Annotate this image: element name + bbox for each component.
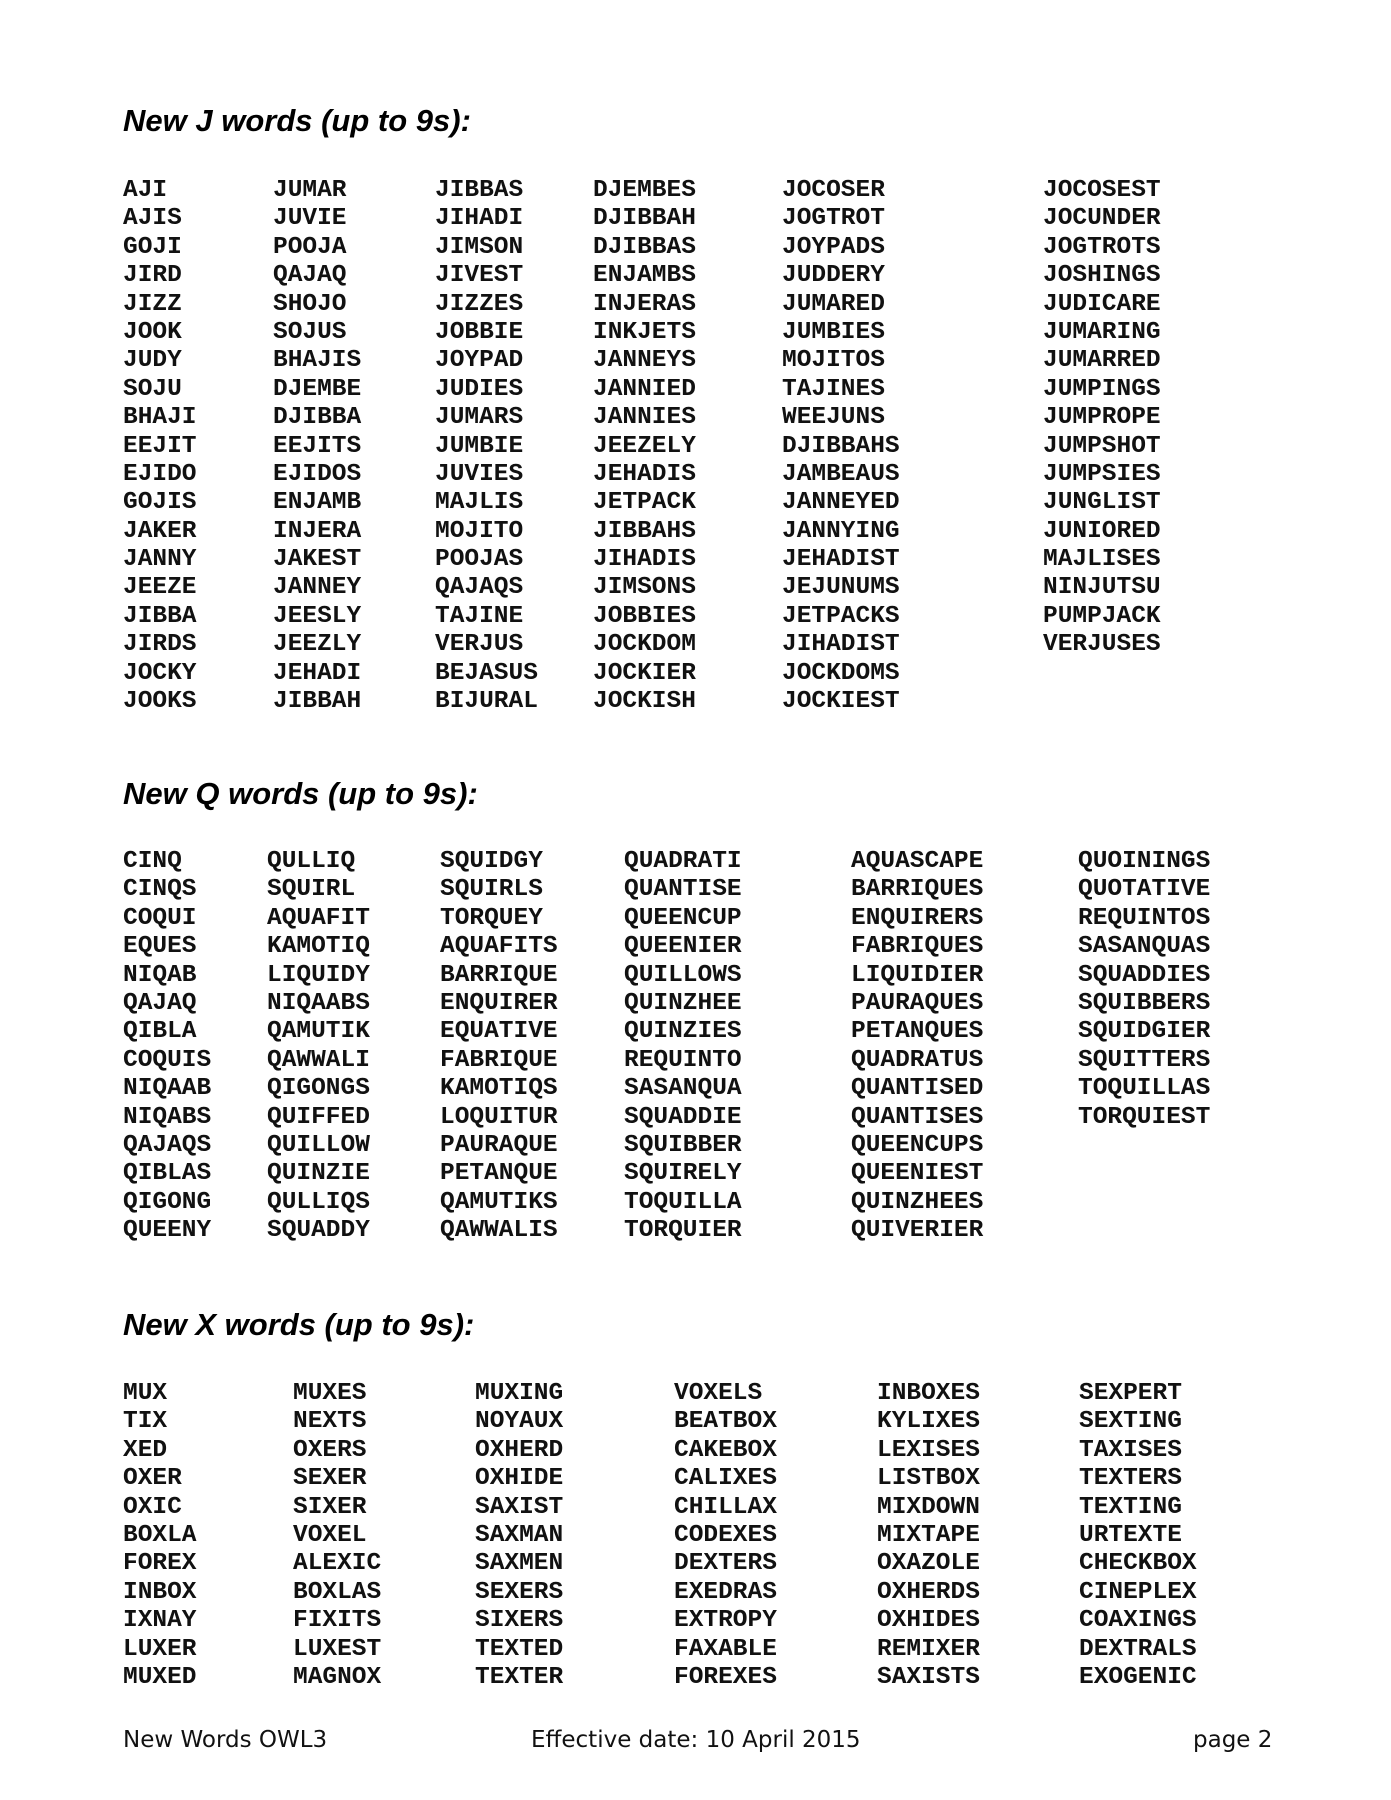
word-item: OXHERDS <box>877 1578 980 1606</box>
word-item: REMIXER <box>877 1635 980 1663</box>
word-item: CINQ <box>123 848 182 875</box>
word-item: FIXITS <box>293 1607 382 1635</box>
word-item: OXHIDES <box>877 1607 980 1635</box>
word-item: AJI <box>123 177 168 204</box>
word-column <box>123 848 211 1245</box>
word-item: POOJAS <box>435 546 524 574</box>
word-item: SQUIBBER <box>624 1131 742 1159</box>
word-item: TORQUIEST <box>1078 1103 1211 1131</box>
word-item: TIX <box>123 1408 168 1436</box>
word-column <box>1078 848 1210 1132</box>
word-item: SQUITTERS <box>1078 1046 1211 1074</box>
word-item: NOYAUX <box>475 1408 564 1436</box>
word-item: JAKER <box>123 517 197 545</box>
word-item: LEXISES <box>877 1436 980 1464</box>
word-item: TORQUIER <box>624 1217 742 1245</box>
word-item: SQUIRELY <box>624 1160 742 1188</box>
word-item: SEXTING <box>1079 1408 1182 1436</box>
word-item: TOQUILLAS <box>1078 1075 1211 1103</box>
word-column <box>851 848 983 1245</box>
word-item: INBOX <box>123 1578 197 1606</box>
word-item: QAJAQ <box>273 262 347 290</box>
word-item: JOBBIES <box>593 602 696 630</box>
word-item: JOOKS <box>123 688 197 716</box>
word-item: VOXEL <box>293 1521 367 1549</box>
word-item: SIXERS <box>475 1607 564 1635</box>
word-item: MIXDOWN <box>877 1493 980 1521</box>
word-item: JUMPROPE <box>1043 404 1161 432</box>
word-item: JIVEST <box>435 262 524 290</box>
word-item: DEXTERS <box>674 1550 777 1578</box>
word-item: NINJUTSU <box>1043 574 1161 602</box>
word-item: JIBBAHS <box>593 517 696 545</box>
word-item: JIBBA <box>123 602 197 630</box>
word-item: BIJURAL <box>435 688 538 716</box>
word-item: SEXPERT <box>1079 1380 1182 1407</box>
word-item: QUEENIER <box>624 933 742 961</box>
word-item: CHECKBOX <box>1079 1550 1197 1578</box>
word-item: JOGTROTS <box>1043 233 1161 261</box>
word-column <box>593 177 696 716</box>
word-item: JUMBIE <box>435 432 524 460</box>
word-item: FAXABLE <box>674 1635 777 1663</box>
word-item: COAXINGS <box>1079 1607 1197 1635</box>
word-item: JOCKIER <box>593 659 696 687</box>
word-column <box>440 848 558 1245</box>
word-item: QAWWALIS <box>440 1217 558 1245</box>
word-item: JOSHINGS <box>1043 262 1161 290</box>
word-item: BARRIQUE <box>440 961 558 989</box>
word-item: TAXISES <box>1079 1436 1182 1464</box>
word-item: QUINZIES <box>624 1018 742 1046</box>
word-item: DJEMBE <box>273 375 362 403</box>
word-item: SQUIDGY <box>440 848 543 875</box>
word-item: JIZZES <box>435 290 524 318</box>
word-item: QAJAQ <box>123 989 197 1017</box>
word-item: JETPACK <box>593 489 696 517</box>
word-item: OXERS <box>293 1436 367 1464</box>
word-item: JUMBIES <box>782 318 885 346</box>
word-item: QUINZHEE <box>624 989 742 1017</box>
word-item: JEEZELY <box>593 432 696 460</box>
word-item: QAMUTIK <box>267 1018 370 1046</box>
word-item: JANNEY <box>273 574 362 602</box>
word-item: XED <box>123 1436 168 1464</box>
word-item: JUDY <box>123 347 182 375</box>
word-item: QULLIQ <box>267 848 356 875</box>
word-item: KAMOTIQ <box>267 933 370 961</box>
word-item: QAWWALI <box>267 1046 370 1074</box>
word-item: INBOXES <box>877 1380 980 1407</box>
word-item: JIHADIS <box>593 546 696 574</box>
word-item: SQUADDY <box>267 1217 370 1245</box>
word-item: SQUIRL <box>267 876 356 904</box>
word-item: PETANQUES <box>851 1018 984 1046</box>
word-item: BHAJIS <box>273 347 362 375</box>
word-item: EJIDO <box>123 460 197 488</box>
word-item: JANNIES <box>593 404 696 432</box>
word-item: NIQABS <box>123 1103 212 1131</box>
word-item: GOJI <box>123 233 182 261</box>
word-item: JUMARING <box>1043 318 1161 346</box>
word-item: SASANQUA <box>624 1075 742 1103</box>
word-item: AQUAFIT <box>267 904 370 932</box>
word-item: JOBBIE <box>435 318 524 346</box>
word-item: FABRIQUE <box>440 1046 558 1074</box>
word-item: FABRIQUES <box>851 933 984 961</box>
word-item: CINEPLEX <box>1079 1578 1197 1606</box>
word-item: JANNIED <box>593 375 696 403</box>
word-item: QIGONG <box>123 1188 212 1216</box>
word-item: TEXTERS <box>1079 1465 1182 1493</box>
word-item: MIXTAPE <box>877 1521 980 1549</box>
word-item: EEJITS <box>273 432 362 460</box>
word-item: QIBLAS <box>123 1160 212 1188</box>
word-item: QULLIQS <box>267 1188 370 1216</box>
word-item: ENQUIRER <box>440 989 558 1017</box>
word-item: VOXELS <box>674 1380 763 1407</box>
word-item: QUEENCUPS <box>851 1131 984 1159</box>
word-column <box>1043 177 1161 660</box>
section-heading-x: New X words (up to 9s): <box>123 1307 475 1342</box>
word-item: REQUINTO <box>624 1046 742 1074</box>
word-item: JIBBAH <box>273 688 362 716</box>
word-item: MUXING <box>475 1380 564 1407</box>
word-item: SAXMAN <box>475 1521 564 1549</box>
word-item: JUNIORED <box>1043 517 1161 545</box>
word-item: JEESLY <box>273 602 362 630</box>
word-item: QAJAQS <box>435 574 524 602</box>
word-item: JETPACKS <box>782 602 900 630</box>
word-item: QUANTISED <box>851 1075 984 1103</box>
word-item: SAXIST <box>475 1493 564 1521</box>
word-item: CALIXES <box>674 1465 777 1493</box>
word-item: JUMARRED <box>1043 347 1161 375</box>
word-item: QIBLA <box>123 1018 197 1046</box>
word-item: JOCOSER <box>782 177 885 204</box>
word-item: JAKEST <box>273 546 362 574</box>
word-item: INJERAS <box>593 290 696 318</box>
word-item: JEHADI <box>273 659 362 687</box>
word-item: AQUAFITS <box>440 933 558 961</box>
word-item: QUIVERIER <box>851 1217 984 1245</box>
word-item: LIQUIDIER <box>851 961 984 989</box>
word-item: JOCUNDER <box>1043 205 1161 233</box>
word-item: PAURAQUES <box>851 989 984 1017</box>
word-item: CODEXES <box>674 1521 777 1549</box>
word-column <box>273 177 361 716</box>
word-item: JUMARS <box>435 404 524 432</box>
word-item: OXHIDE <box>475 1465 564 1493</box>
word-item: INJERA <box>273 517 362 545</box>
word-item: DJIBBAS <box>593 233 696 261</box>
word-item: JIHADI <box>435 205 524 233</box>
word-item: WEEJUNS <box>782 404 885 432</box>
word-item: COQUI <box>123 904 197 932</box>
word-column <box>1079 1380 1197 1692</box>
word-item: QUEENIEST <box>851 1160 984 1188</box>
word-item: ENJAMBS <box>593 262 696 290</box>
word-item: DJEMBES <box>593 177 696 204</box>
word-item: QUINZHEES <box>851 1188 984 1216</box>
word-item: QUANTISES <box>851 1103 984 1131</box>
word-item: QUOININGS <box>1078 848 1211 875</box>
word-item: TAJINES <box>782 375 885 403</box>
word-item: QIGONGS <box>267 1075 370 1103</box>
word-item: FOREXES <box>674 1663 777 1691</box>
word-item: MUXES <box>293 1380 367 1407</box>
word-column <box>674 1380 777 1692</box>
word-item: JUMPINGS <box>1043 375 1161 403</box>
word-item: JOYPADS <box>782 233 885 261</box>
word-item: JOCKIEST <box>782 688 900 716</box>
word-item: JOYPAD <box>435 347 524 375</box>
word-item: JIBBAS <box>435 177 524 204</box>
word-item: JUDDERY <box>782 262 885 290</box>
word-item: JOOK <box>123 318 182 346</box>
word-item: SQUADDIES <box>1078 961 1211 989</box>
word-item: JANNEYS <box>593 347 696 375</box>
word-item: QUINZIE <box>267 1160 370 1188</box>
word-item: EQUATIVE <box>440 1018 558 1046</box>
word-column <box>475 1380 563 1692</box>
word-item: CINQS <box>123 876 197 904</box>
word-item: ENJAMB <box>273 489 362 517</box>
word-item: BOXLAS <box>293 1578 382 1606</box>
word-item: LIQUIDY <box>267 961 370 989</box>
word-item: SQUADDIE <box>624 1103 742 1131</box>
word-item: LUXER <box>123 1635 197 1663</box>
word-item: NEXTS <box>293 1408 367 1436</box>
word-item: JUNGLIST <box>1043 489 1161 517</box>
word-item: JANNEYED <box>782 489 900 517</box>
word-item: FOREX <box>123 1550 197 1578</box>
word-item: TEXTER <box>475 1663 564 1691</box>
word-item: OXAZOLE <box>877 1550 980 1578</box>
word-item: VERJUS <box>435 631 524 659</box>
word-column <box>293 1380 381 1692</box>
word-item: JUDICARE <box>1043 290 1161 318</box>
word-item: QUADRATUS <box>851 1046 984 1074</box>
word-item: JOCKISH <box>593 688 696 716</box>
word-item: MAJLISES <box>1043 546 1161 574</box>
word-item: KYLIXES <box>877 1408 980 1436</box>
word-item: NIQAB <box>123 961 197 989</box>
word-item: PETANQUE <box>440 1160 558 1188</box>
word-item: CAKEBOX <box>674 1436 777 1464</box>
word-item: BEATBOX <box>674 1408 777 1436</box>
word-item: JIMSON <box>435 233 524 261</box>
word-item: TAJINE <box>435 602 524 630</box>
word-item: TEXTING <box>1079 1493 1182 1521</box>
word-item: INKJETS <box>593 318 696 346</box>
word-item: SEXER <box>293 1465 367 1493</box>
word-item: SAXISTS <box>877 1663 980 1691</box>
word-item: JUMARED <box>782 290 885 318</box>
word-item: SOJUS <box>273 318 347 346</box>
word-item: QUANTISE <box>624 876 742 904</box>
word-item: JAMBEAUS <box>782 460 900 488</box>
word-item: KAMOTIQS <box>440 1075 558 1103</box>
word-item: JUVIE <box>273 205 347 233</box>
word-item: TOQUILLA <box>624 1188 742 1216</box>
word-item: MAGNOX <box>293 1663 382 1691</box>
word-column <box>782 177 900 716</box>
word-item: JOCOSEST <box>1043 177 1161 204</box>
word-item: JUMPSHOT <box>1043 432 1161 460</box>
word-item: REQUINTOS <box>1078 904 1211 932</box>
word-item: AQUASCAPE <box>851 848 984 875</box>
word-item: EXOGENIC <box>1079 1663 1197 1691</box>
word-item: LISTBOX <box>877 1465 980 1493</box>
word-item: SQUIRLS <box>440 876 543 904</box>
word-item: OXHERD <box>475 1436 564 1464</box>
word-item: JANNYING <box>782 517 900 545</box>
word-item: AJIS <box>123 205 182 233</box>
word-item: JIZZ <box>123 290 182 318</box>
word-item: OXER <box>123 1465 182 1493</box>
word-item: QUILLOW <box>267 1131 370 1159</box>
word-item: JEEZE <box>123 574 197 602</box>
word-item: JUDIES <box>435 375 524 403</box>
word-item: TORQUEY <box>440 904 543 932</box>
word-item: QUILLOWS <box>624 961 742 989</box>
word-item: SQUIDGIER <box>1078 1018 1211 1046</box>
word-item: JANNY <box>123 546 197 574</box>
word-item: CHILLAX <box>674 1493 777 1521</box>
section-heading-q: New Q words (up to 9s): <box>123 776 478 811</box>
word-item: GOJIS <box>123 489 197 517</box>
footer-document-name: New Words OWL3 <box>123 1727 328 1753</box>
word-column <box>877 1380 980 1692</box>
word-column <box>624 848 742 1245</box>
word-item: EEJIT <box>123 432 197 460</box>
word-item: BOXLA <box>123 1521 197 1549</box>
word-item: EJIDOS <box>273 460 362 488</box>
word-item: ALEXIC <box>293 1550 382 1578</box>
word-item: QUEENCUP <box>624 904 742 932</box>
word-item: JEEZLY <box>273 631 362 659</box>
word-item: JOGTROT <box>782 205 885 233</box>
word-item: BARRIQUES <box>851 876 984 904</box>
word-item: SHOJO <box>273 290 347 318</box>
word-item: JIMSONS <box>593 574 696 602</box>
word-column <box>123 1380 197 1692</box>
word-column <box>267 848 370 1245</box>
word-item: MUX <box>123 1380 168 1407</box>
word-item: DEXTRALS <box>1079 1635 1197 1663</box>
word-item: JOCKDOM <box>593 631 696 659</box>
word-item: SEXERS <box>475 1578 564 1606</box>
word-item: SOJU <box>123 375 182 403</box>
word-item: JIRDS <box>123 631 197 659</box>
word-item: VERJUSES <box>1043 631 1161 659</box>
word-item: IXNAY <box>123 1607 197 1635</box>
word-item: EQUES <box>123 933 197 961</box>
word-item: DJIBBAHS <box>782 432 900 460</box>
word-item: QAJAQS <box>123 1131 212 1159</box>
word-item: MAJLIS <box>435 489 524 517</box>
word-item: BEJASUS <box>435 659 538 687</box>
word-item: LUXEST <box>293 1635 382 1663</box>
word-item: JUMPSIES <box>1043 460 1161 488</box>
word-item: QUEENY <box>123 1217 212 1245</box>
word-item: ENQUIRERS <box>851 904 984 932</box>
word-item: JEJUNUMS <box>782 574 900 602</box>
word-item: QUADRATI <box>624 848 742 875</box>
word-item: POOJA <box>273 233 347 261</box>
footer-page-number: page 2 <box>1193 1727 1273 1753</box>
word-item: JUVIES <box>435 460 524 488</box>
word-item: DJIBBA <box>273 404 362 432</box>
word-item: NIQAAB <box>123 1075 212 1103</box>
word-item: TEXTED <box>475 1635 564 1663</box>
word-item: SASANQUAS <box>1078 933 1211 961</box>
word-item: MOJITOS <box>782 347 885 375</box>
word-item: MOJITO <box>435 517 524 545</box>
word-item: SIXER <box>293 1493 367 1521</box>
word-item: QUOTATIVE <box>1078 876 1211 904</box>
word-item: PAURAQUE <box>440 1131 558 1159</box>
word-item: COQUIS <box>123 1046 212 1074</box>
word-item: JIHADIST <box>782 631 900 659</box>
section-heading-j: New J words (up to 9s): <box>123 103 471 138</box>
word-item: JOCKDOMS <box>782 659 900 687</box>
word-item: NIQAABS <box>267 989 370 1017</box>
word-item: EXEDRAS <box>674 1578 777 1606</box>
word-item: JIRD <box>123 262 182 290</box>
word-item: JEHADIS <box>593 460 696 488</box>
word-item: JEHADIST <box>782 546 900 574</box>
word-item: LOQUITUR <box>440 1103 558 1131</box>
word-item: URTEXTE <box>1079 1521 1182 1549</box>
word-item: QAMUTIKS <box>440 1188 558 1216</box>
footer-effective-date: Effective date: 10 April 2015 <box>531 1727 861 1753</box>
word-item: JOCKY <box>123 659 197 687</box>
word-item: JUMAR <box>273 177 347 204</box>
word-item: BHAJI <box>123 404 197 432</box>
word-item: EXTROPY <box>674 1607 777 1635</box>
word-item: MUXED <box>123 1663 197 1691</box>
word-column <box>435 177 538 716</box>
word-item: OXIC <box>123 1493 182 1521</box>
word-item: PUMPJACK <box>1043 602 1161 630</box>
word-item: SAXMEN <box>475 1550 564 1578</box>
word-column <box>123 177 197 716</box>
word-item: SQUIBBERS <box>1078 989 1211 1017</box>
word-item: DJIBBAH <box>593 205 696 233</box>
word-item: QUIFFED <box>267 1103 370 1131</box>
